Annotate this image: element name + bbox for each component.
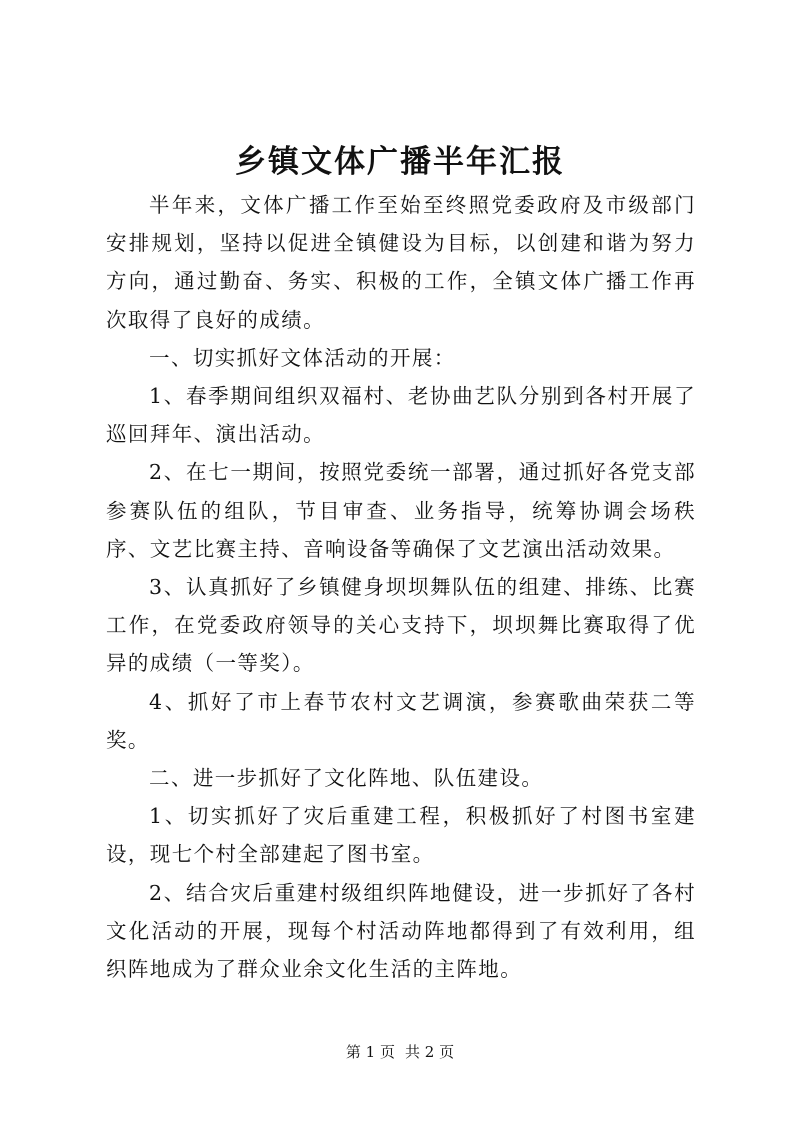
paragraph-intro: 半年来，文体广播工作至始至终照党委政府及市级部门安排规划，坚持以促进全镇健设为目标，以创建和谐为努力方向，通过勤奋、务实、积极的工作，全镇文体广播工作再次取得了良好的成绩。 [106,193,696,332]
paragraph-item-2-2: 2、结合灾后重建村级组织阵地健设，进一步抓好了各村文化活动的开展，现每个村活动阵地都得到了有效利用，组织阵地成为了群众业余文化生活的主阵地。 [106,880,696,982]
paragraph-item-2-1: 1、切实抓好了灾后重建工程，积极抓好了村图书室建设，现七个村全部建起了图书室。 [106,804,696,867]
paragraph-item-1-2: 2、在七一期间，按照党委统一部署，通过抓好各党支部参赛队伍的组队，节目审查、业务指导，统筹协调会场秩序、文艺比赛主持、音响设备等确保了文艺演出活动效果。 [106,460,696,561]
section-heading-1: 一、切实抓好文体活动的开展： [149,345,456,370]
paragraph-item-1-3: 3、认真抓好了乡镇健身坝坝舞队伍的组建、排练、比赛工作，在党委政府领导的关心支持下，坝坝舞比赛取得了优异的成绩（一等奖）。 [106,575,696,676]
paragraph-item-1-4: 4、抓好了市上春节农村文艺调演，参赛歌曲荣获二等奖。 [106,689,696,752]
page-footer [0,1042,800,1062]
page-number-total: 共 2 页 [405,1043,455,1061]
document-title: 乡镇文体广播半年汇报 [235,144,565,180]
paragraph-item-1-1: 1、春季期间组织双福村、老协曲艺队分别到各村开展了巡回拜年、演出活动。 [106,384,696,447]
page-number-current: 第 1 页 [345,1043,395,1061]
document-body [106,186,696,988]
section-heading-2: 二、进一步抓好了文化阵地、队伍建设。 [149,766,544,791]
